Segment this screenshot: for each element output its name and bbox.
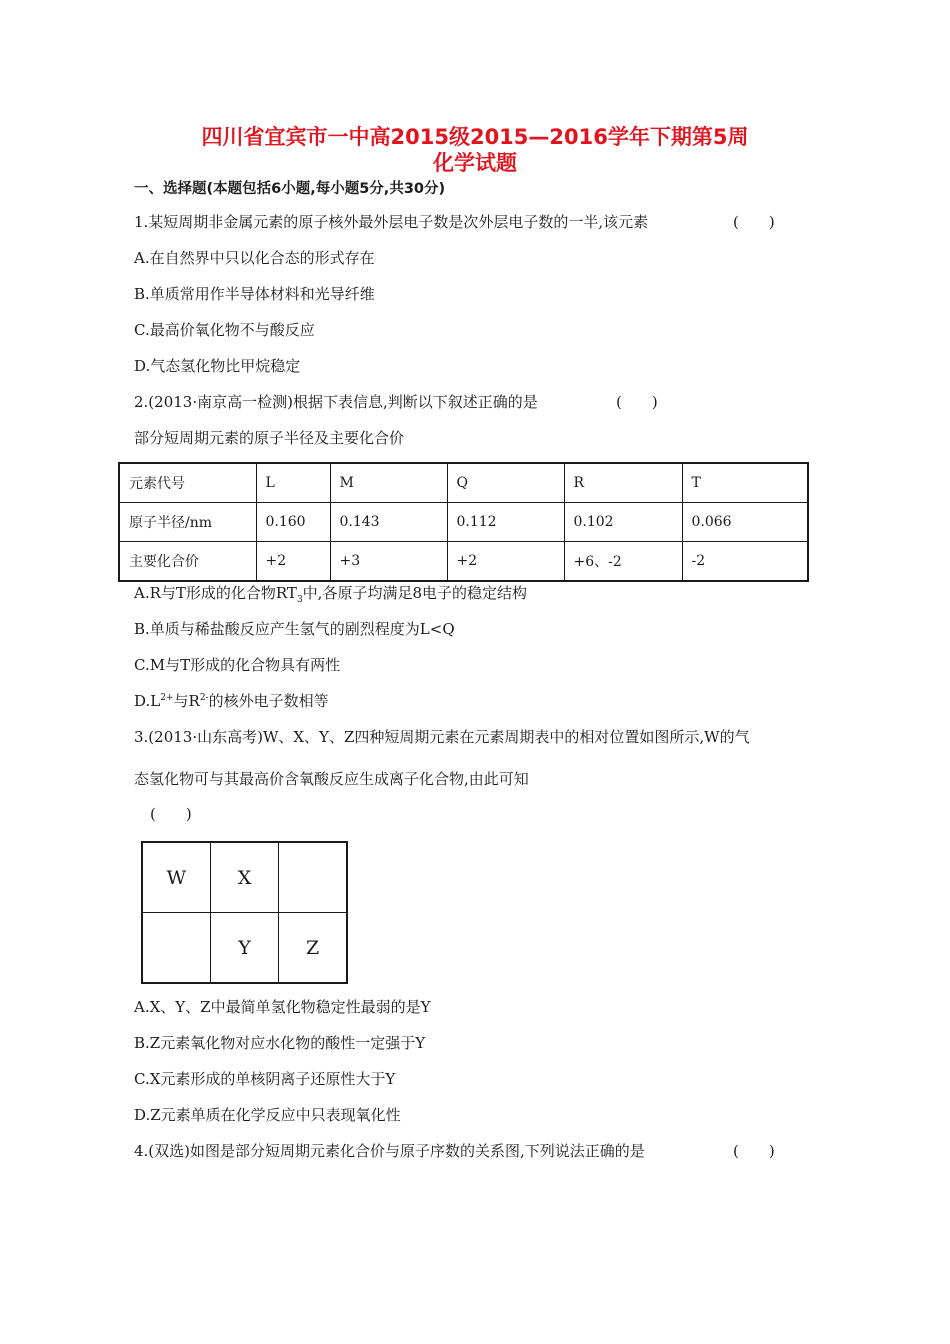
q2-option-a-text: A.R与T形成的化合物RT (134, 584, 297, 602)
grid-cell (279, 842, 347, 913)
table-row (119, 463, 808, 503)
table-cell: +2 (447, 542, 564, 582)
q2-option-d-text: D.L (134, 692, 161, 710)
q1-option-b: B.单质常用作半导体材料和光导纤维 (134, 285, 375, 303)
element-data-table (118, 462, 809, 582)
q1-option-a: A.在自然界中只以化合态的形式存在 (134, 249, 375, 267)
table-cell: 0.143 (330, 503, 447, 542)
table-cell: M (330, 463, 447, 503)
grid-cell: W (142, 842, 210, 913)
q3-stem-line2: 态氢化物可与其最高价含氧酸反应生成离子化合物,由此可知 (134, 770, 529, 788)
table-cell: 0.112 (447, 503, 564, 542)
q4-stem: 4.(双选)如图是部分短周期元素化合价与原子序数的关系图,下列说法正确的是 (134, 1142, 645, 1160)
q2-option-a (134, 583, 527, 603)
q2-option-d-text-end: 的核外电子数相等 (208, 692, 329, 710)
grid-row (142, 842, 347, 913)
periodic-position-grid (141, 841, 348, 984)
table-row (119, 503, 808, 542)
q3-stem-line1: 3.(2013·山东高考)W、X、Y、Z四种短周期元素在元素周期表中的相对位置如图所示,W的气 (134, 728, 750, 746)
q3-option-d: D.Z元素单质在化学反应中只表现氧化性 (134, 1106, 401, 1124)
section-heading: 一、选择题(本题包括6小题,每小题5分,共30分) (134, 181, 446, 197)
q2-answer-paren: ( ) (616, 393, 658, 411)
table-cell: 原子半径/nm (119, 503, 256, 542)
table-cell: Q (447, 463, 564, 503)
grid-cell: Z (279, 913, 347, 984)
page-subtitle: 化学试题 (433, 151, 517, 175)
q1-answer-paren: ( ) (733, 213, 775, 231)
q3-option-b: B.Z元素氧化物对应水化物的酸性一定强于Y (134, 1034, 426, 1052)
q2-table-caption: 部分短周期元素的原子半径及主要化合价 (134, 429, 405, 447)
q3-option-c: C.X元素形成的单核阴离子还原性大于Y (134, 1070, 396, 1088)
grid-cell: Y (210, 913, 278, 984)
table-cell: T (682, 463, 808, 503)
table-cell: +2 (256, 542, 330, 582)
table-cell: L (256, 463, 330, 503)
table-cell: +3 (330, 542, 447, 582)
q3-option-a: A.X、Y、Z中最简单氢化物稳定性最弱的是Y (134, 998, 431, 1016)
table-cell: 0.066 (682, 503, 808, 542)
q2-option-b: B.单质与稀盐酸反应产生氢气的剧烈程度为L<Q (134, 620, 455, 638)
q1-stem: 1.某短周期非金属元素的原子核外最外层电子数是次外层电子数的一半,该元素 (134, 213, 649, 231)
superscript: 2- (199, 693, 209, 703)
q1-option-d: D.气态氢化物比甲烷稳定 (134, 357, 301, 375)
subscript: 3 (296, 595, 303, 605)
q2-option-a-text-end: 中,各原子均满足8电子的稳定结构 (302, 584, 527, 602)
table-cell: 元素代号 (119, 463, 256, 503)
table-cell: 主要化合价 (119, 542, 256, 582)
table-row (119, 542, 808, 582)
table-cell: +6、-2 (564, 542, 682, 582)
q2-stem: 2.(2013·南京高一检测)根据下表信息,判断以下叙述正确的是 (134, 393, 538, 411)
q1-option-c: C.最高价氧化物不与酸反应 (134, 321, 315, 339)
q4-answer-paren: ( ) (733, 1142, 775, 1160)
table-cell: -2 (682, 542, 808, 582)
table-cell: 0.102 (564, 503, 682, 542)
grid-cell (142, 913, 210, 984)
q2-option-d-text-mid: 与R (173, 692, 200, 710)
table-cell: R (564, 463, 682, 503)
q2-option-d (134, 691, 329, 711)
q2-option-c: C.M与T形成的化合物具有两性 (134, 656, 341, 674)
page-title: 四川省宜宾市一中高2015级2015—2016学年下期第5周 (201, 125, 749, 149)
table-cell: 0.160 (256, 503, 330, 542)
grid-cell: X (210, 842, 278, 913)
superscript: 2+ (160, 693, 174, 703)
grid-row (142, 913, 347, 984)
q3-answer-paren: ( ) (150, 805, 192, 823)
